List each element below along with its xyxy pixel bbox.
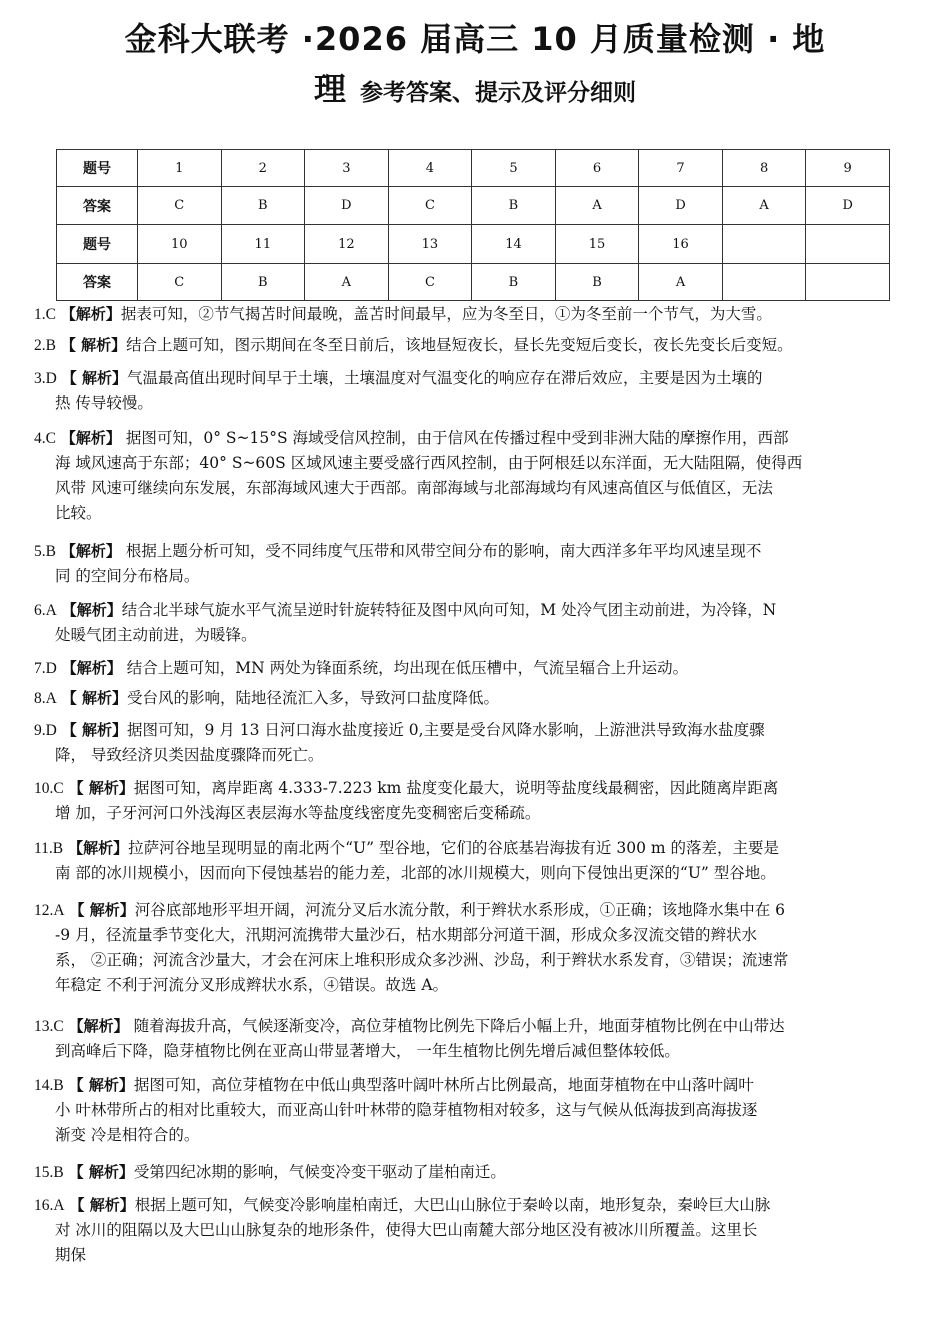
question-number: 12.A: [34, 902, 65, 919]
analysis-tag: 【 解析】: [69, 1196, 135, 1214]
table-cell: 1: [138, 150, 222, 187]
explanation-item: [34, 836, 914, 886]
explanation-item: [34, 776, 914, 826]
analysis-tag: 【 解析】: [68, 1163, 134, 1181]
table-cell: C: [388, 264, 472, 301]
question-number: 15.B: [34, 1164, 64, 1181]
explanation-text: 海 域风速高于东部；40° S~60S 区域风速主要受盛行西风控制，由于阿根廷以东洋面，无大陆阻隔，使得西: [55, 454, 803, 472]
explanation-text: 结合上题可知，图示期间在冬至日前后，该地昼短夜长，昼长先变短后变长，夜长先变长后变短。: [126, 336, 793, 354]
question-number: 10.C: [34, 780, 64, 797]
explanation-item: [34, 1193, 914, 1268]
table-cell: [806, 264, 890, 301]
explanation-text: 增 加，子牙河河口外浅海区表层海水等盐度线密度先变稠密后变稀疏。: [55, 804, 541, 822]
question-number: 3.D: [34, 370, 57, 387]
explanation-text: 系， ②正确；河流含沙量大，才会在河床上堆积形成众多沙洲、沙岛，利于辫状水系发育，③错误；流速常: [55, 951, 789, 969]
question-number: 9.D: [34, 722, 57, 739]
explanation-text: 对 冰川的阻隔以及大巴山山脉复杂的地形条件，使得大巴山南麓大部分地区没有被冰川所覆盖。这里长: [55, 1221, 758, 1239]
explanation-text: 受第四纪冰期的影响，气候变冷变干驱动了崖柏南迁。: [133, 1163, 506, 1181]
explanation-text: 同 的空间分布格局。: [55, 567, 200, 585]
explanation-text: 受台风的影响，陆地径流汇入多，导致河口盐度降低。: [127, 689, 500, 707]
explanation-text: 据表可知，②节气揭苫时间最晚，盖苫时间最早，应为冬至日，①为冬至前一个节气，为大雪。: [120, 305, 772, 323]
explanation-text: 期保: [55, 1246, 87, 1264]
question-number: 4.C: [34, 430, 56, 447]
table-cell: 14: [472, 225, 556, 264]
explanation-item: [34, 539, 914, 589]
analysis-tag: 【 解析】: [61, 721, 127, 739]
explanation-text: 河谷底部地形平坦开阔，河流分叉后水流分散，利于辫状水系形成，①正确；该地降水集中在 6: [134, 901, 786, 919]
table-cell: D: [305, 187, 389, 225]
explanation-item: [34, 426, 914, 526]
table-cell: 5: [472, 150, 556, 187]
explanation-item: [34, 656, 914, 681]
table-cell: A: [722, 187, 806, 225]
analysis-tag: 【 解析】: [69, 901, 135, 919]
table-cell: 4: [388, 150, 472, 187]
explanation-text: 到高峰后下降，隐芽植物比例在亚高山带显著增大， 一年生植物比例先增后减但整体较低。: [55, 1042, 680, 1060]
document-title: 金科大联考 ·2026 届高三 10 月质量检测 · 地: [124, 20, 826, 58]
table-header-cell: 答案: [57, 187, 138, 225]
explanation-text: 据图可知，9 月 13 日河口海水盐度接近 0,主要是受台风降水影响，上游泄洪导致海水盐度骤: [127, 721, 765, 739]
analysis-tag: 【解析】: [68, 1017, 129, 1035]
table-cell: 7: [639, 150, 723, 187]
table-cell: B: [221, 264, 305, 301]
explanation-text: 据图可知，0° S~15°S 海域受信风控制，由于信风在传播过程中受到非洲大陆的摩擦作用，西部: [120, 429, 789, 447]
table-cell: [722, 225, 806, 264]
explanation-item: [34, 898, 914, 998]
table-cell: 2: [221, 150, 305, 187]
explanation-text: 风带 风速可继续向东发展，东部海域风速大于西部。南部海域与北部海域均有风速高值区与低值区，无法: [55, 479, 773, 497]
table-cell: C: [138, 187, 222, 225]
explanation-text: 小 叶林带所占的相对比重较大，而亚高山针叶林带的隐芽植物相对较多，这与气候从低海拔到高海拔逐: [55, 1101, 758, 1119]
table-cell: D: [639, 187, 723, 225]
table-cell: C: [388, 187, 472, 225]
table-header-cell: 题号: [57, 150, 138, 187]
explanation-text: 随着海拔升高，气候逐渐变冷，高位芽植物比例先下降后小幅上升，地面芽植物比例在中山带达: [128, 1017, 785, 1035]
table-cell: A: [639, 264, 723, 301]
explanation-text: 渐变 冷是相符合的。: [55, 1126, 200, 1144]
explanation-item: [34, 366, 914, 416]
analysis-tag: 【 解析】: [68, 1076, 134, 1094]
explanation-item: [34, 302, 914, 327]
analysis-tag: 【解析】: [60, 429, 121, 447]
explanation-text: 据图可知，离岸距离 4.333-7.223 km 盐度变化最大，说明等盐度线最稠密，因此随离岸距离: [133, 779, 779, 797]
analysis-tag: 【 解析】: [61, 369, 127, 387]
explanation-item: [34, 686, 914, 711]
document-subtitle: [0, 64, 950, 110]
subtitle-text: 参考答案、提示及评分细则: [360, 80, 636, 106]
answer-table: [56, 149, 890, 301]
table-cell: A: [305, 264, 389, 301]
table-cell: 3: [305, 150, 389, 187]
analysis-tag: 【解析】: [60, 542, 121, 560]
question-number: 1.C: [34, 306, 56, 323]
explanation-text: 年稳定 不利于河流分叉形成辫状水系，④错误。故选 A。: [55, 976, 449, 994]
question-number: 6.A: [34, 602, 57, 619]
table-cell: 15: [555, 225, 639, 264]
table-row: [57, 225, 890, 264]
analysis-tag: 【 解析】: [61, 689, 127, 707]
explanation-text: 处暖气团主动前进，为暖锋。: [55, 626, 257, 644]
explanation-item: [34, 598, 914, 648]
table-cell: D: [806, 187, 890, 225]
explanation-text: 拉萨河谷地呈现明显的南北两个“U” 型谷地，它们的谷底基岩海拔有近 300 m 的落差，主要是: [128, 839, 779, 857]
table-cell: B: [472, 187, 556, 225]
question-number: 13.C: [34, 1018, 64, 1035]
explanation-item: [34, 1073, 914, 1148]
table-row: [57, 187, 890, 225]
table-cell: 6: [555, 150, 639, 187]
table-cell: 13: [388, 225, 472, 264]
explanation-text: 根据上题可知，气候变冷影响崖柏南迁，大巴山山脉位于秦岭以南，地形复杂，秦岭巨大山脉: [134, 1196, 771, 1214]
explanation-item: [34, 1160, 914, 1185]
table-cell: [722, 264, 806, 301]
analysis-tag: 【 解析】: [68, 779, 134, 797]
question-number: 5.B: [34, 543, 56, 560]
table-cell: B: [555, 264, 639, 301]
explanation-item: [34, 333, 914, 358]
question-number: 7.D: [34, 660, 57, 677]
table-cell: C: [138, 264, 222, 301]
explanation-text: 降， 导致经济贝类因盐度骤降而死亡。: [55, 746, 324, 764]
table-cell: [806, 225, 890, 264]
explanation-text: 热 传导较慢。: [55, 394, 153, 412]
question-number: 16.A: [34, 1197, 65, 1214]
analysis-tag: 【 解析】: [60, 336, 127, 354]
question-number: 11.B: [34, 840, 64, 857]
table-cell: 16: [639, 225, 723, 264]
table-cell: B: [221, 187, 305, 225]
table-row: [57, 150, 890, 187]
table-row: [57, 264, 890, 301]
subject-name: 理: [313, 70, 346, 108]
explanation-item: [34, 718, 914, 768]
table-cell: A: [555, 187, 639, 225]
table-cell: 9: [806, 150, 890, 187]
question-number: 8.A: [34, 690, 57, 707]
explanation-text: 比较。: [55, 504, 102, 522]
explanation-text: 据图可知，高位芽植物在中低山典型落叶阔叶林所占比例最高，地面芽植物在中山落叶阔叶: [133, 1076, 754, 1094]
table-header-cell: 题号: [57, 225, 138, 264]
analysis-tag: 【解析】: [68, 839, 129, 857]
analysis-tag: 【解析】: [60, 305, 121, 323]
explanation-text: 南 部的冰川规模小，因而向下侵蚀基岩的能力差，北部的冰川规模大，则向下侵蚀出更深的“U” 型谷地。: [55, 864, 776, 882]
table-header-cell: 答案: [57, 264, 138, 301]
question-number: 14.B: [34, 1077, 64, 1094]
explanation-text: 根据上题分析可知，受不同纬度气压带和风带空间分布的影响，南大西洋多年平均风速呈现不: [120, 542, 762, 560]
explanation-text: 气温最高值出现时间早于土壤，土壤温度对气温变化的响应存在滞后效应，主要是因为土壤的: [127, 369, 763, 387]
table-cell: B: [472, 264, 556, 301]
explanation-text: 结合上题可知，MN 两处为锋面系统，均出现在低压槽中，气流呈辐合上升运动。: [121, 659, 689, 677]
question-number: 2.B: [34, 337, 56, 354]
table-cell: 12: [305, 225, 389, 264]
table-cell: 11: [221, 225, 305, 264]
explanation-text: 结合北半球气旋水平气流呈逆时针旋转特征及图中风向可知，M 处冷气团主动前进，为冷锋，N: [121, 601, 777, 619]
explanation-item: [34, 1014, 914, 1064]
table-cell: 10: [138, 225, 222, 264]
analysis-tag: 【解析】: [61, 601, 122, 619]
table-cell: 8: [722, 150, 806, 187]
explanation-text: -9 月，径流量季节变化大，汛期河流携带大量沙石，枯水期部分河道干涸，形成众多汊流交错的辫状水: [55, 926, 758, 944]
analysis-tag: 【解析】: [61, 659, 122, 677]
